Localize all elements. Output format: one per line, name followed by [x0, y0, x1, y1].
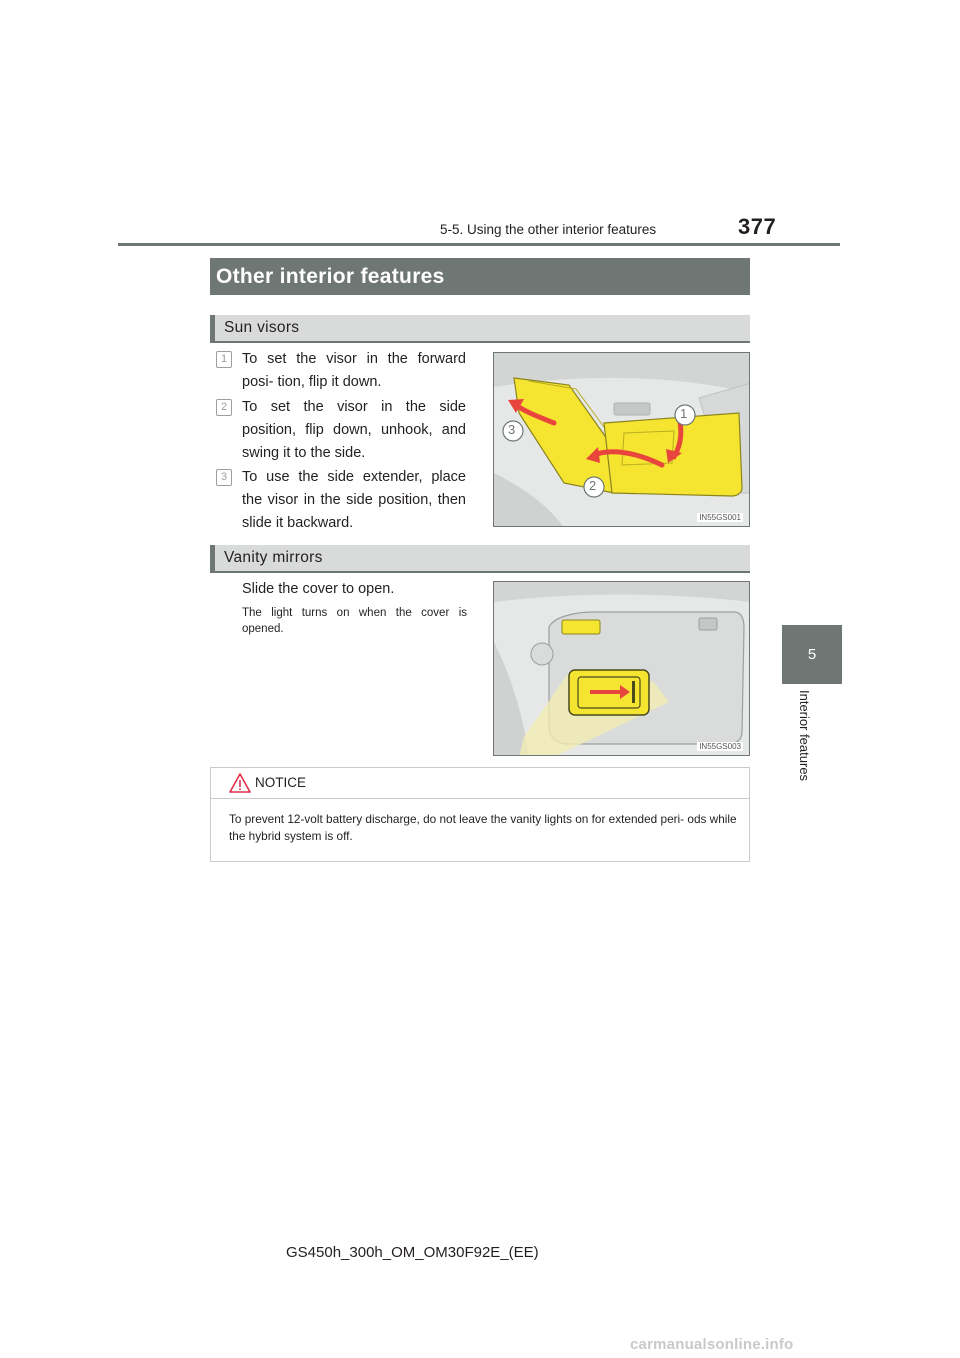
running-head: 5-5. Using the other interior features [440, 222, 657, 237]
chapter-tab[interactable] [782, 625, 842, 684]
step-number-3: 3 [216, 469, 232, 486]
chapter-label [794, 690, 814, 800]
watermark: carmanualsonline.info [630, 1336, 794, 1353]
step-text-3: To use the side extender, place the visor in the side position, then slide it backward. [242, 469, 466, 531]
heading-marker [210, 315, 215, 341]
sun-visors-heading [210, 315, 750, 343]
callout-1: 1 [680, 406, 688, 421]
step-text-2: To set the visor in the side position, flip down, unhook, and swing it to the side. [242, 399, 466, 461]
vanity-mirror-illustration [493, 581, 750, 756]
callout-3: 3 [508, 422, 516, 437]
sun-visor-illustration [493, 352, 750, 527]
notice-text: To prevent 12-volt battery discharge, do not leave the vanity lights on for extended peri- ods while the hybrid system is off. [229, 812, 737, 843]
notice-header [211, 768, 749, 799]
step-number-2: 2 [216, 399, 232, 416]
vanity-instruction: Slide the cover to open. [242, 581, 395, 597]
sun-visors-heading-text: Sun visors [224, 319, 300, 336]
sun-visor-drawing [494, 353, 750, 527]
header-rule [118, 243, 840, 246]
vanity-note: The light turns on when the cover is opened. [242, 607, 467, 635]
callout-2: 2 [589, 478, 597, 493]
chapter-title: Interior features [797, 690, 812, 782]
vanity-mirror-drawing [494, 582, 750, 756]
figure-code-1: IN55GS001 [699, 513, 741, 522]
vanity-mirrors-heading-text: Vanity mirrors [224, 549, 323, 566]
notice-title: NOTICE [255, 775, 307, 790]
figure-code-2: IN55GS003 [699, 742, 741, 751]
page-title: Other interior features [210, 258, 750, 295]
step-number-1: 1 [216, 351, 232, 368]
notice-box [210, 767, 750, 862]
heading-marker [210, 545, 215, 571]
page-number: 377 [738, 214, 777, 239]
vanity-mirrors-heading [210, 545, 750, 573]
model-code: GS450h_300h_OM_OM30F92E_(EE) [286, 1244, 539, 1261]
chapter-number: 5 [807, 646, 817, 663]
warning-icon [229, 773, 251, 793]
step-text-1: To set the visor in the forward posi- tion, flip it down. [242, 351, 466, 390]
